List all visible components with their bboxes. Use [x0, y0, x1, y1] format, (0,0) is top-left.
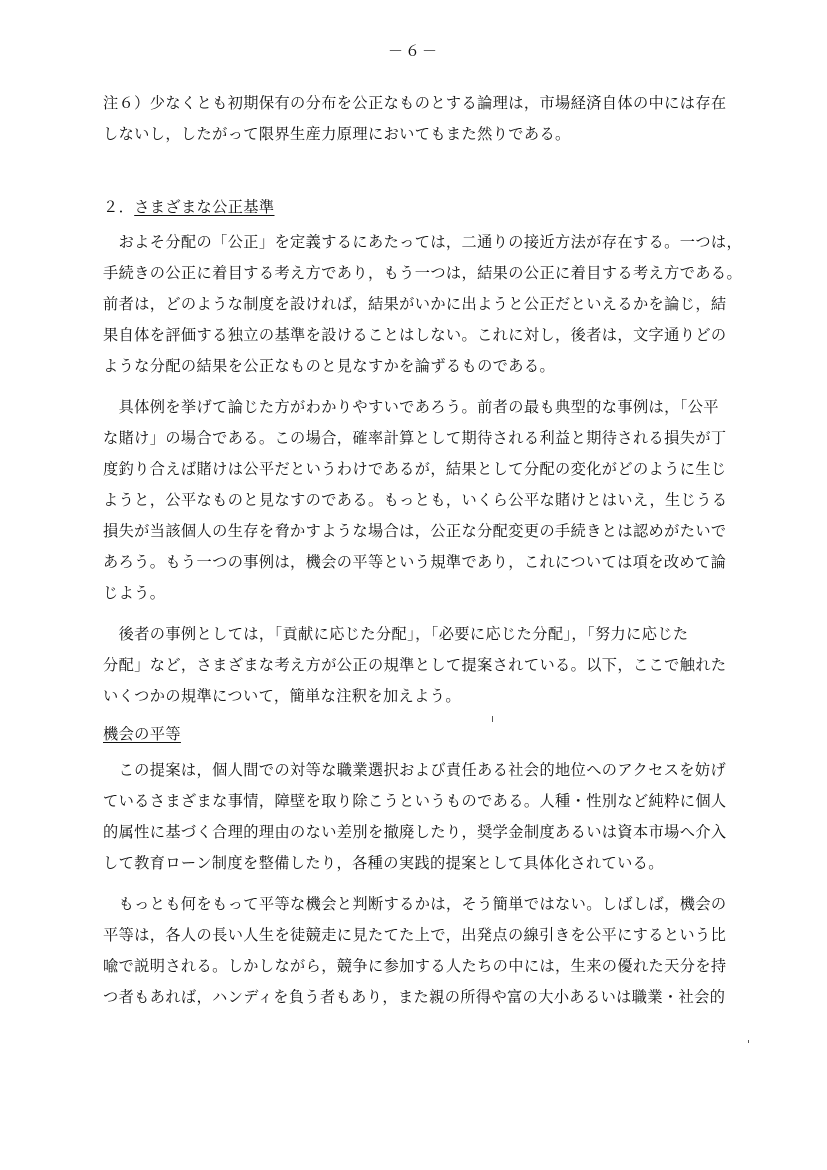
text-line: いくつかの規準について，簡単な注釈を加えよう。 [103, 687, 461, 705]
text-line: この提案は，個人間での対等な職業選択および責任ある社会的地位へのアクセスを妨げ [103, 761, 727, 779]
text-line: な賭け」の場合である。この場合，確率計算として期待される利益と期待される損失が丁 [103, 429, 727, 447]
text-line: ているさまざまな事情，障壁を取り除こうというものである。人種・性別など純粋に個人 [103, 792, 727, 810]
text-line: 前者は，どのような制度を設ければ，結果がいかに出ようと公正だといえるかを論じ，結 [103, 295, 727, 313]
text-line: あろう。もう一つの事例は，機会の平等という規準であり，これについては項を改めて論 [103, 553, 727, 571]
text-line: 果自体を評価する独立の基準を設けることはしない。これに対し，後者は，文字通りどの [103, 326, 727, 344]
text-line: 手続きの公正に着目する考え方であり，もう一つは，結果の公正に着目する考え方である。 [103, 264, 743, 282]
text-line: 的属性に基づく合理的理由のない差別を撤廃したり，奨学金制度あるいは資本市場へ介入 [103, 823, 727, 841]
text-line: 分配」など，さまざまな考え方が公正の規準として提案されている。以下，ここで触れた [103, 656, 727, 674]
text-line: ような分配の結果を公正なものと見なすかを論ずるものである。 [103, 357, 556, 375]
footnote-line: 注６）少なくとも初期保有の分布を公正なものとする論理は，市場経済自体の中には存在 [103, 94, 727, 112]
section-number: ２． [103, 198, 135, 216]
text-line: じよう。 [103, 584, 166, 602]
subsection-heading [103, 723, 181, 744]
subsection-title: 機会の平等 [103, 725, 181, 743]
text-line: ようと，公平なものと見なすのである。もっとも，いくら公平な賭けとはいえ，生じうる [103, 491, 728, 509]
text-line: 損失が当該個人の生存を脅かすような場合は，公正な分配変更の手続きとは認めがたいで [103, 522, 727, 540]
footnote-line: しないし，したがって限界生産力原理においてもまた然りである。 [103, 125, 571, 143]
text-line: して教育ローン制度を整備したり，各種の実践的提案として具体化されている。 [103, 854, 664, 872]
section-title: さまざまな公正基準 [134, 198, 275, 216]
text-line: 具体例を挙げて論じた方がわかりやすいであろう。前者の最も典型的な事例は，「公平 [103, 398, 719, 416]
page-number: －６－ [387, 42, 439, 60]
text-line: およそ分配の「公正」を定義するにあたっては，二通りの接近方法が存在する。一つは， [103, 233, 743, 251]
text-line: もっとも何をもって平等な機会と判断するかは，そう簡単ではない。しばしば，機会の [103, 895, 727, 913]
text-line: 喩で説明される。しかしながら，競争に参加する人たちの中には，生来の優れた天分を持 [103, 957, 727, 975]
section-heading [103, 196, 274, 217]
text-line: 後者の事例としては，「貢献に応じた分配」，「必要に応じた分配」，「努力に応じた [103, 625, 689, 643]
text-line: 平等は，各人の長い人生を徒競走に見たてた上で，出発点の線引きを公平にするという比 [103, 926, 727, 944]
text-line: つ者もあれば，ハンディを負う者もあり，また親の所得や富の大小あるいは職業・社会的 [103, 988, 726, 1006]
scan-speck [492, 716, 493, 722]
text-line: 度釣り合えば賭けは公平だというわけであるが，結果として分配の変化がどのように生じ [103, 460, 727, 478]
scan-speck [748, 1040, 749, 1043]
